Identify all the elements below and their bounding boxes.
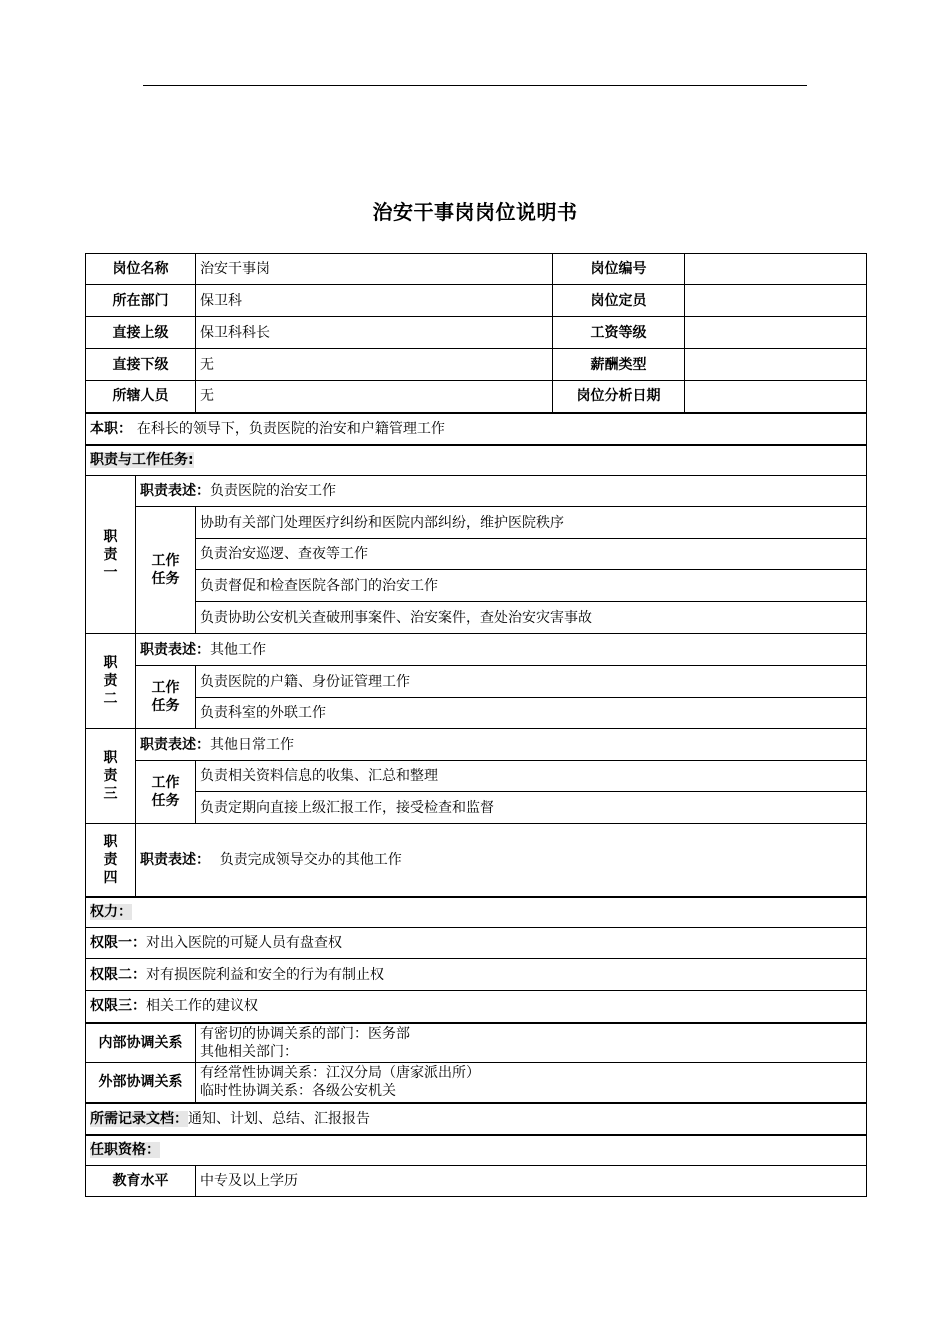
label-external-coordination: 外部协调关系: [86, 1063, 196, 1103]
records-row: 所需记录文档：通知、计划、总结、汇报报告: [86, 1103, 867, 1135]
responsibility-2-desc: 职责表述：其他工作: [136, 634, 867, 666]
value-quota: [685, 285, 867, 317]
internal-coordination: 有密切的协调关系的部门：医务部 其他相关部门：: [196, 1023, 867, 1063]
r1-task-4: 负责协助公安机关查破刑事案件、治安案件，查处治安灾害事故: [196, 602, 867, 634]
duty-row: [86, 413, 867, 445]
responsibility-2-label: 职 责 二: [86, 634, 136, 729]
value-pay-type: [685, 349, 867, 381]
task-label-3: 工作 任务: [136, 761, 196, 824]
value-superior: 保卫科科长: [196, 317, 553, 349]
value-position-code: [685, 254, 867, 285]
label-superior: 直接上级: [86, 317, 196, 349]
r1-task-3: 负责督促和检查医院各部门的治安工作: [196, 570, 867, 602]
value-subordinate: 无: [196, 349, 553, 381]
responsibility-3-desc: 职责表述：其他日常工作: [136, 729, 867, 761]
responsibilities-heading: 职责与工作任务:: [86, 445, 867, 476]
authority-item-1: 权限一：对出入医院的可疑人员有盘查权: [86, 928, 867, 959]
qualification-heading: 任职资格：: [86, 1135, 867, 1166]
responsibility-1-label: 职 责 一: [86, 476, 136, 634]
r1-task-1: 协助有关部门处理医疗纠纷和医院内部纠纷，维护医院秩序: [196, 507, 867, 539]
value-wage-grade: [685, 317, 867, 349]
r3-task-1: 负责相关资料信息的收集、汇总和整理: [196, 761, 867, 792]
authority-item-3: 权限三：相关工作的建议权: [86, 991, 867, 1023]
value-education: 中专及以上学历: [196, 1166, 867, 1197]
responsibility-4-desc: 职责表述： 负责完成领导交办的其他工作: [136, 824, 867, 897]
responsibility-4-label: 职 责 四: [86, 824, 136, 897]
label-analysis-date: 岗位分析日期: [553, 381, 685, 413]
label-wage-grade: 工资等级: [553, 317, 685, 349]
duty-value: 在科长的领导下，负责医院的治安和户籍管理工作: [136, 420, 445, 437]
label-quota: 岗位定员: [553, 285, 685, 317]
label-subordinate: 直接下级: [86, 349, 196, 381]
value-department: 保卫科: [196, 285, 553, 317]
value-analysis-date: [685, 381, 867, 413]
r2-task-1: 负责医院的户籍、身份证管理工作: [196, 666, 867, 698]
label-pay-type: 薪酬类型: [553, 349, 685, 381]
r2-task-2: 负责科室的外联工作: [196, 698, 867, 729]
task-label-1: 工作 任务: [136, 507, 196, 634]
label-internal-coordination: 内部协调关系: [86, 1023, 196, 1063]
authority-item-2: 权限二：对有损医院利益和安全的行为有制止权: [86, 959, 867, 991]
label-managed-staff: 所辖人员: [86, 381, 196, 413]
value-managed-staff: 无: [196, 381, 553, 413]
label-position-name: 岗位名称: [86, 254, 196, 285]
value-position-name: 治安干事岗: [196, 254, 553, 285]
duty-label: 本职：: [90, 420, 132, 437]
task-label-2: 工作 任务: [136, 666, 196, 729]
external-coordination: 有经常性协调关系：江汉分局（唐家派出所） 临时性协调关系：各级公安机关: [196, 1063, 867, 1103]
page-title: 治安干事岗岗位说明书: [372, 200, 578, 224]
label-education: 教育水平: [86, 1166, 196, 1197]
r3-task-2: 负责定期向直接上级汇报工作，接受检查和监督: [196, 792, 867, 824]
responsibility-3-label: 职 责 三: [86, 729, 136, 824]
responsibility-1-desc: 职责表述：负责医院的治安工作: [136, 476, 867, 507]
authority-heading: 权力：: [86, 897, 867, 928]
label-department: 所在部门: [86, 285, 196, 317]
header-rule: [143, 85, 807, 86]
job-description-table: [85, 253, 867, 1197]
label-position-code: 岗位编号: [553, 254, 685, 285]
r1-task-2: 负责治安巡逻、查夜等工作: [196, 539, 867, 570]
